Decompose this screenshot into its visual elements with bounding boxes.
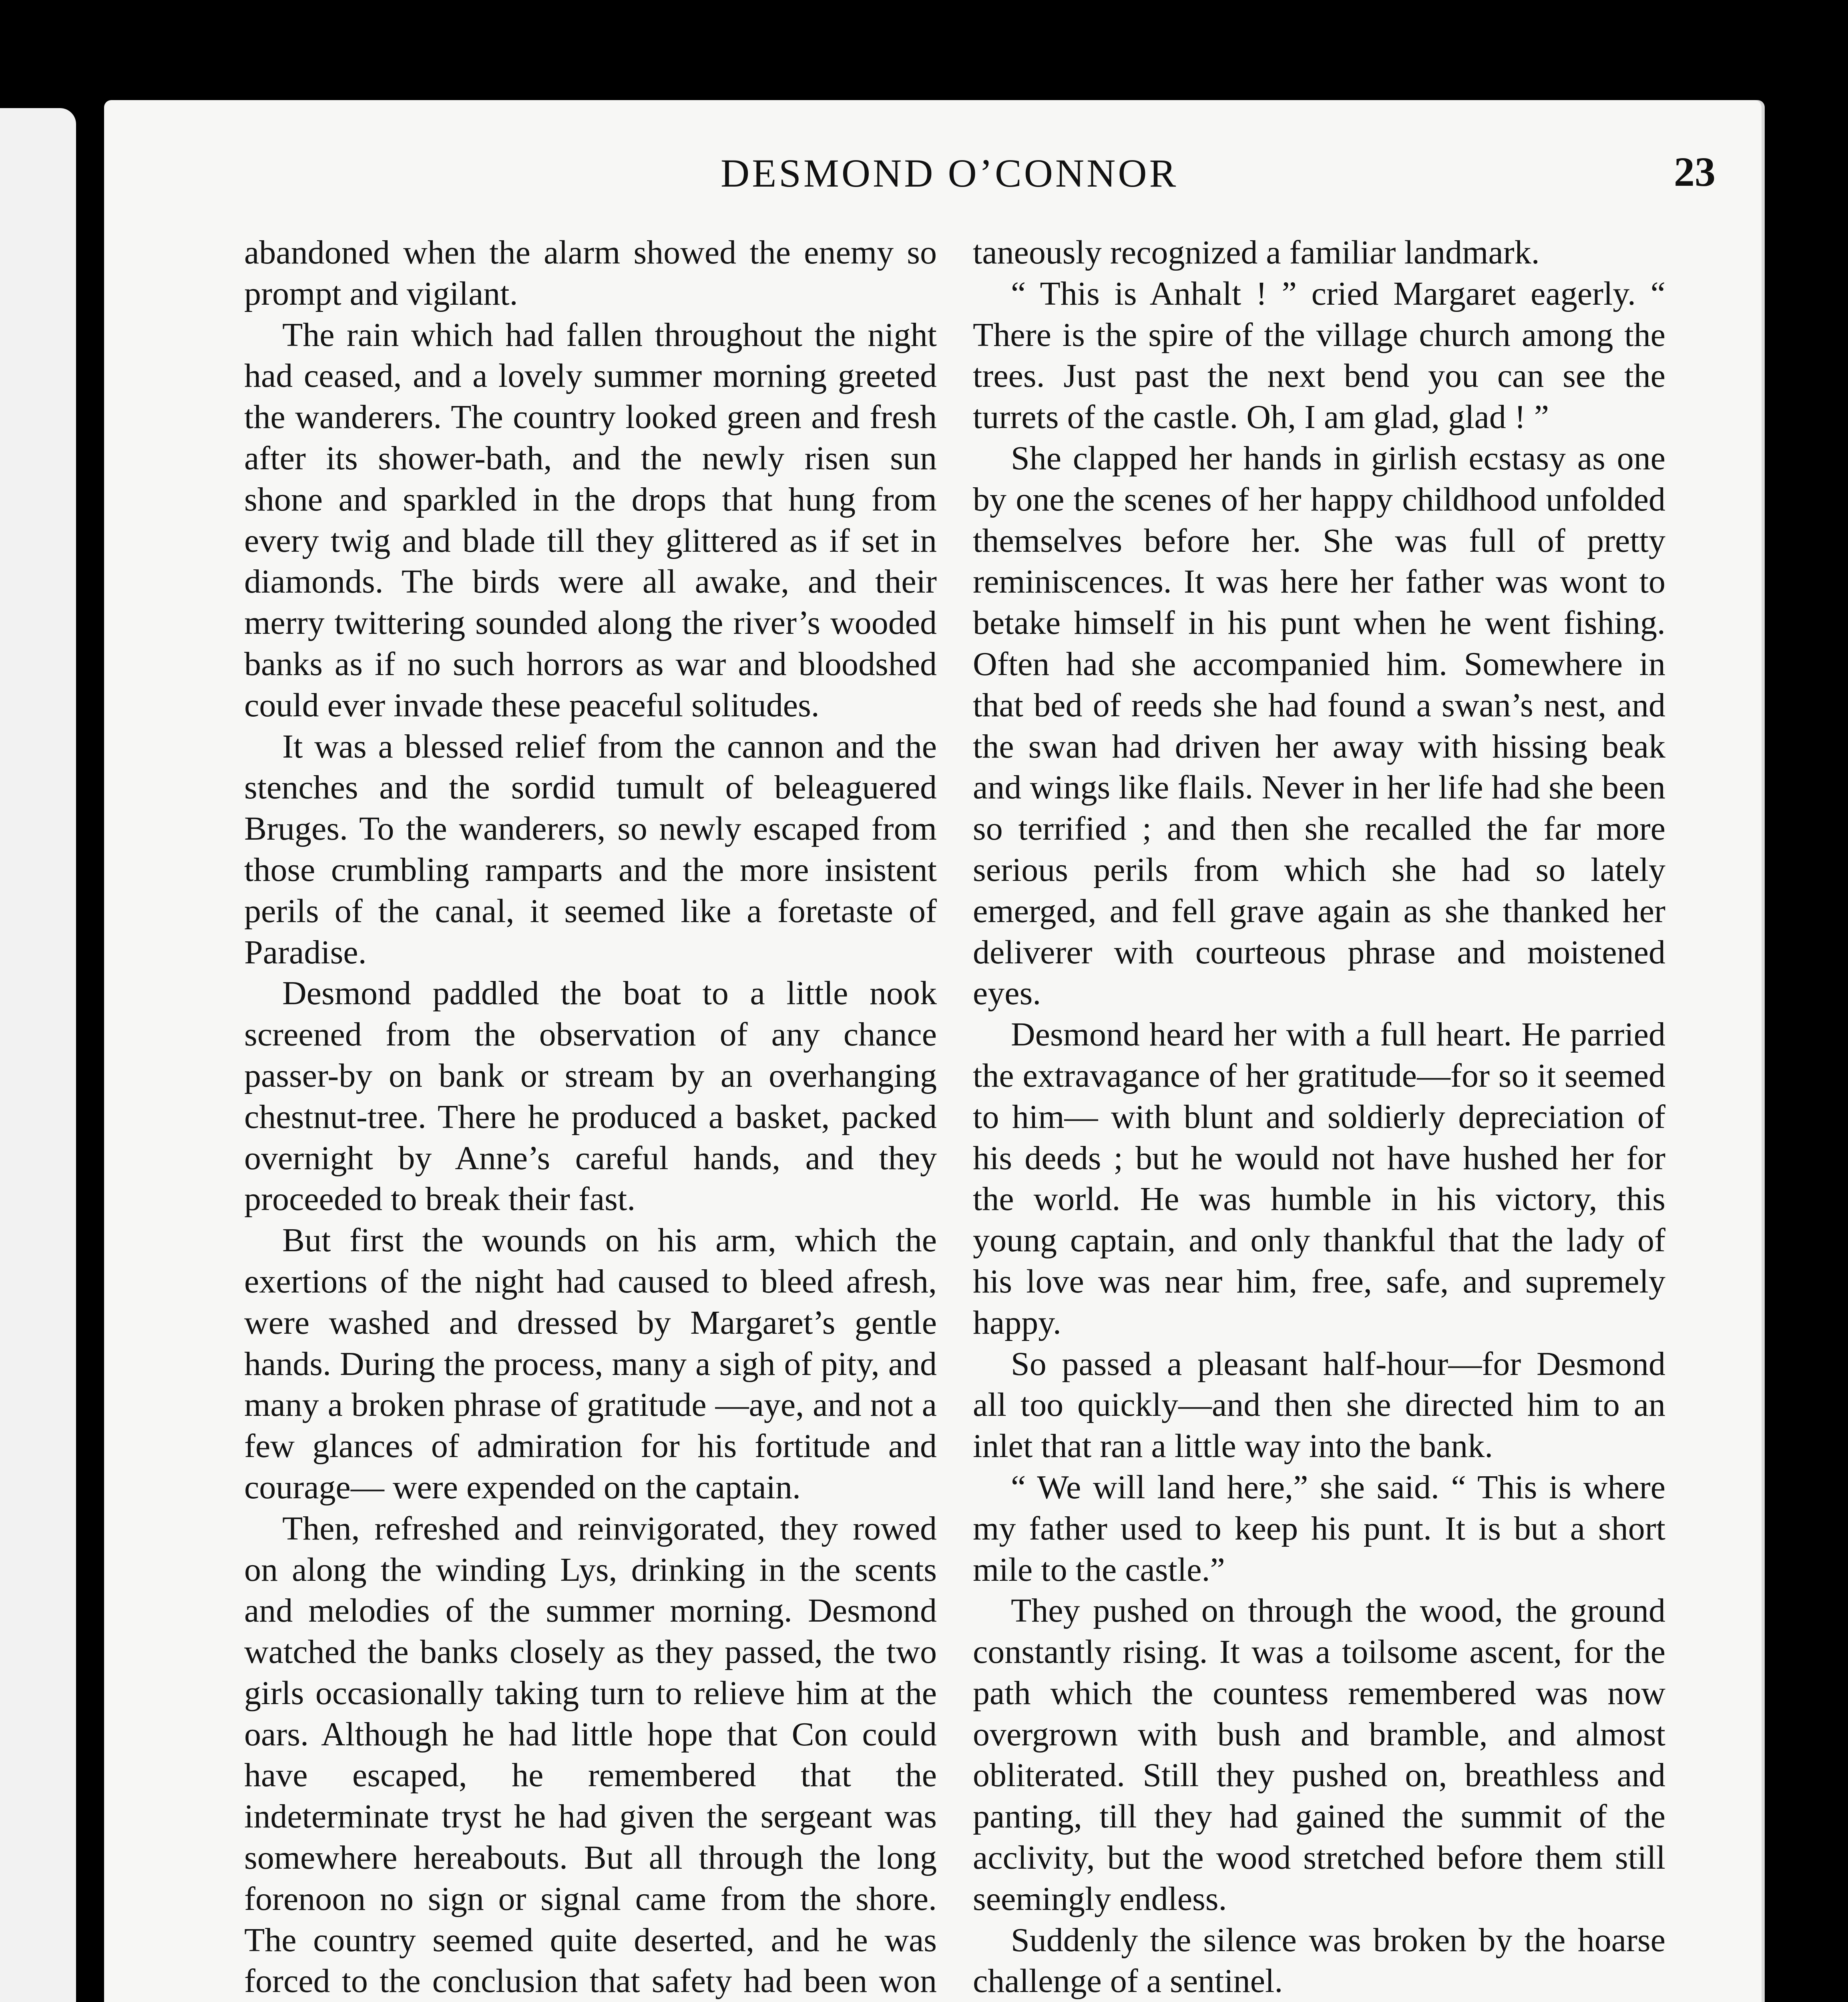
paragraph: Suddenly the silence was broken by the hoarse challenge of a sentinel. (973, 1921, 1665, 2000)
book-page (104, 100, 1762, 2002)
paragraph: So passed a pleasant half-hour—for Desmond all too quickly—and then she directed him to an inlet that ran a little way into the bank. (973, 1345, 1665, 1465)
paragraph: “ We will land here,” she said. “ This is where my father used to keep his punt. It is but a short mile to the castle.” (973, 1468, 1665, 1588)
paragraph: The rain which had fallen throughout the night had ceased, and a lovely summer morning greeted the wanderers. The country looked green and fresh after its shower-bath, and the newly risen sun shone and sparkled in the drops that hung from every twig and blade till they glittered as if set in diamonds. The birds were all awake, and their merry twittering sounded along the river’s wooded banks as if no such horrors as war and bloodshed could ever invade these peaceful solitudes. (244, 316, 937, 724)
left-text-column (244, 232, 937, 2002)
page-number: 23 (1674, 149, 1715, 195)
paragraph: Desmond paddled the boat to a little nook screened from the observation of any chance passer-by on bank or stream by an overhanging chestnut-tree. There he produced a basket, packed overnight by Anne’s careful hands, and they proceeded to break their fast. (244, 975, 937, 1218)
paragraph: But first the wounds on his arm, which the exertions of the night had caused to bleed afresh, were washed and dressed by Margaret’s gentle hands. During the process, many a sigh of pity, and many a broken phrase of gratitude —aye, and not a few glances of admiration for his fortitude and courage— were expended on the captain. (244, 1222, 937, 1506)
paragraph: It was a blessed relief from the cannon and the stenches and the sordid tumult of beleaguered Bruges. To the wanderers, so newly escaped from those crumbling ramparts and the more insistent perils of the canal, it seemed like a foretaste of Paradise. (244, 728, 937, 971)
paragraph: They pushed on through the wood, the ground constantly rising. It was a toilsome ascent, for the path which the countess remembered was now overgrown with bush and bramble, and almost obliterated. Still they pushed on, breathless and panting, till they had gained the summit of the acclivity, but the wood stretched before them still seemingly endless. (973, 1592, 1665, 1918)
paragraph: She clapped her hands in girlish ecstasy as one by one the scenes of her happy childhood unfolded themselves before her. She was full of pretty reminiscences. It was here her father was wont to betake himself in his punt when he went fishing. Often had she accompanied him. Somewhere in that bed of reeds she had found a swan’s nest, and the swan had driven her away with hissing beak and wings like flails. Never in her life had she been so terrified ; and then she recalled the far more serious perils from which she had so lately emerged, and fell grave again as she thanked her deliverer with courteous phrase and moistened eyes. (973, 439, 1665, 1012)
right-text-column (973, 232, 1665, 2002)
paragraph: taneously recognized a familiar landmark. (973, 234, 1540, 271)
paragraph: “ This is Anhalt ! ” cried Margaret eagerly. “ There is the spire of the village church among the trees. Just past the next bend you can see the turrets of the castle. Oh, I am glad, glad ! ” (973, 275, 1665, 436)
paragraph: Desmond heard her with a full heart. He parried the extravagance of her gratitude—for so it seemed to him— with blunt and soldierly depreciation of his deeds ; but he would not have hushed her for the world. He was humble in his victory, this young captain, and only thankful that the lady of his love was near him, free, safe, and supremely happy. (973, 1016, 1665, 1341)
previous-page-edge (0, 108, 76, 2002)
paragraph: abandoned when the alarm showed the enemy so prompt and vigilant. (244, 234, 937, 312)
running-title: DESMOND O’CONNOR (721, 151, 1179, 195)
paragraph: Then, refreshed and reinvigorated, they rowed on along the winding Lys, drinking in the scents and melodies of the summer morning. Desmond watched the banks closely as they passed, the two girls occasionally taking turn to relieve him at the oars. Although he had little hope that Con could have escaped, he remembered that the indeterminate tryst he had given the sergeant was somewhere hereabouts. But all through the long forenoon no sign or signal came from the shore. The country seemed quite deserted, and he was forced to the conclusion that safety had been won (244, 1510, 937, 2000)
